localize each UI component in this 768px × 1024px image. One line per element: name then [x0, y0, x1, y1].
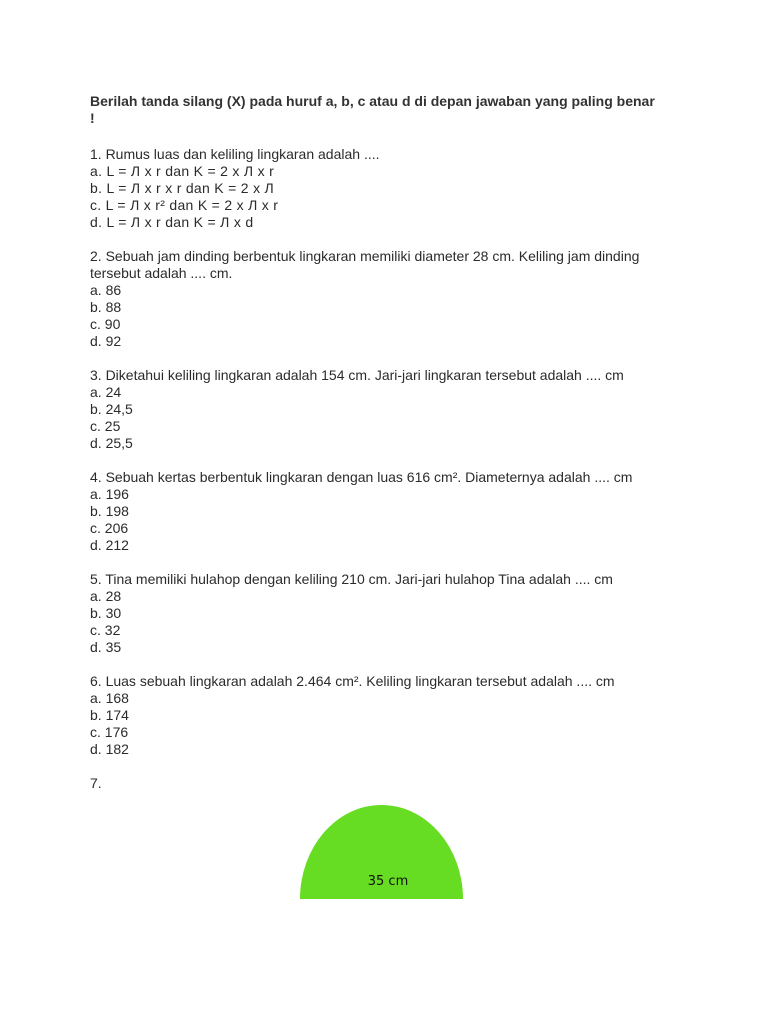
question-text: 5. Tina memiliki hulahop dengan keliling 210 cm. Jari-jari hulahop Tina adalah .... cm — [90, 571, 613, 587]
option-a: a. 168 — [90, 690, 129, 706]
semicircle-figure — [300, 804, 463, 900]
question-text: 4. Sebuah kertas berbentuk lingkaran dengan luas 616 cm². Diameternya adalah .... cm — [90, 469, 633, 485]
question-4 — [90, 469, 690, 554]
option-a: a. 24 — [90, 384, 122, 400]
option-d: d. 212 — [90, 537, 129, 553]
question-2 — [90, 248, 690, 350]
instruction-text: Berilah tanda silang (X) pada huruf a, b, c atau d di depan jawaban yang paling benar ! — [90, 93, 655, 126]
option-b: b. L = Л x r x r dan K = 2 x Л — [90, 180, 275, 196]
option-c: c. 32 — [90, 622, 121, 638]
question-7 — [90, 775, 690, 792]
option-a: a. 196 — [90, 486, 129, 502]
question-3 — [90, 367, 690, 452]
option-a: a. L = Л x r dan K = 2 x Л x r — [90, 163, 275, 179]
option-d: d. 92 — [90, 333, 122, 349]
option-b: b. 174 — [90, 707, 129, 723]
option-d: d. 182 — [90, 741, 129, 757]
question-text: 7. — [90, 775, 102, 791]
option-c: c. 176 — [90, 724, 129, 740]
option-a: a. 86 — [90, 282, 122, 298]
option-c: c. 25 — [90, 418, 121, 434]
question-5 — [90, 571, 690, 656]
option-b: b. 88 — [90, 299, 122, 315]
option-b: b. 198 — [90, 503, 129, 519]
option-a: a. 28 — [90, 588, 122, 604]
option-d: d. L = Л x r dan K = Л x d — [90, 214, 254, 230]
option-c: c. 90 — [90, 316, 121, 332]
option-d: d. 25,5 — [90, 435, 133, 451]
question-text: 2. Sebuah jam dinding berbentuk lingkaran memiliki diameter 28 cm. Keliling jam dinding tersebut adalah .... cm. — [90, 248, 640, 281]
option-c: c. 206 — [90, 520, 129, 536]
option-c: c. L = Л x r² dan K = 2 x Л x r — [90, 197, 279, 213]
diameter-label: 35 cm — [367, 874, 409, 889]
worksheet — [90, 93, 690, 809]
question-text: 1. Rumus luas dan keliling lingkaran adalah .... — [90, 146, 380, 162]
option-d: d. 35 — [90, 639, 122, 655]
question-6 — [90, 673, 690, 758]
question-1 — [90, 146, 690, 231]
question-text: 6. Luas sebuah lingkaran adalah 2.464 cm². Keliling lingkaran tersebut adalah .... cm — [90, 673, 615, 689]
question-text: 3. Diketahui keliling lingkaran adalah 154 cm. Jari-jari lingkaran tersebut adalah .... cm — [90, 367, 624, 383]
option-b: b. 30 — [90, 605, 122, 621]
semicircle-graphic — [300, 804, 463, 900]
option-b: b. 24,5 — [90, 401, 133, 417]
